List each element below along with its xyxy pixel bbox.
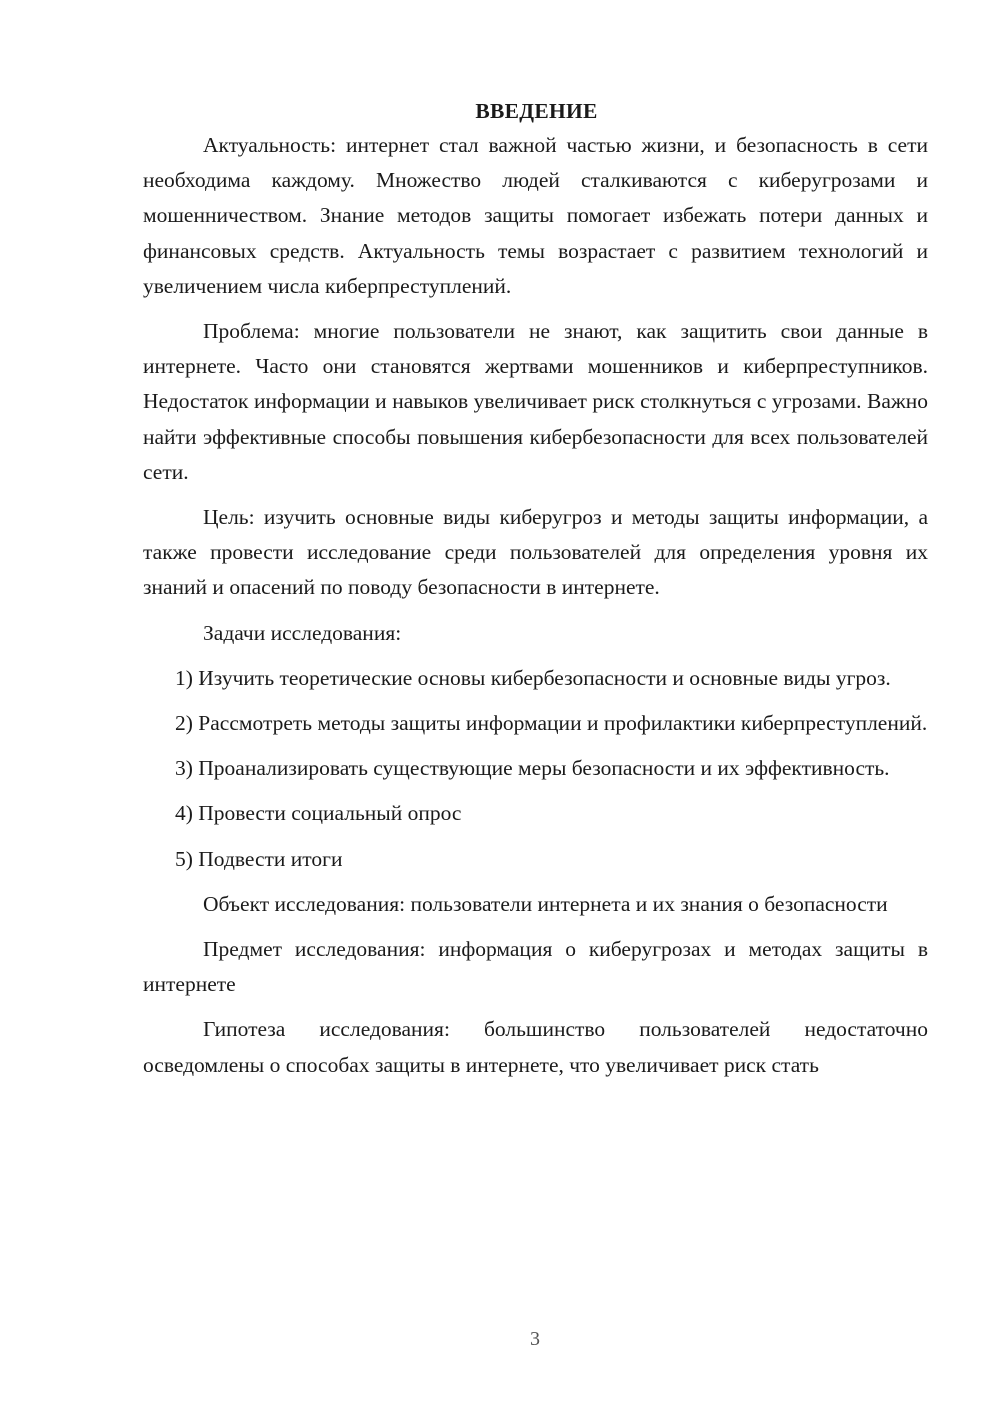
subject-paragraph: Предмет исследования: информация о киберугрозах и методах защиты в интернете — [143, 937, 928, 997]
problem-paragraph: Проблема: многие пользователи не знают, как защитить свои данные в интернете. Часто они становятся жертвами мошенников и киберпреступников. Недостаток информации и навыков увеличивает риск столкнуться с угрозами. Важно найти эффективные способы повышения кибербезопасности для всех пользователей сети. — [143, 319, 928, 484]
hypothesis-paragraph: Гипотеза исследования: большинство пользователей недостаточно осведомлены о способах защиты в интернете, что увеличивает риск стать — [143, 1017, 928, 1077]
task-item: 3) Проанализировать существующие меры безопасности и их эффективность. — [175, 756, 890, 781]
page-number: 3 — [530, 1328, 540, 1350]
tasks-heading: Задачи исследования: — [203, 620, 402, 645]
object-paragraph: Объект исследования: пользователи интернета и их знания о безопасности — [203, 891, 888, 916]
task-item: 2) Рассмотреть методы защиты информации и профилактики киберпреступлений. — [175, 711, 928, 736]
task-item: 1) Изучить теоретические основы кибербезопасности и основные виды угроз. — [175, 665, 891, 690]
task-item: 4) Провести социальный опрос — [175, 801, 462, 826]
goal-paragraph: Цель: изучить основные виды киберугроз и методы защиты информации, а также провести исследование среди пользователей для определения уровня их знаний и опасений по поводу безопасности в интернете. — [143, 505, 928, 600]
task-item: 5) Подвести итоги — [175, 846, 343, 871]
page-content — [143, 96, 928, 1093]
section-title: ВВЕДЕНИЕ — [475, 99, 598, 123]
relevance-paragraph: Актуальность: интернет стал важной частью жизни, и безопасность в сети необходима каждому. Множество людей сталкиваются с киберугрозами и мошенничеством. Знание методов защиты помогает избежать потери данных и финансовых средств. Актуальность темы возрастает с развитием технологий и увеличением числа киберпреступлений. — [143, 133, 928, 298]
